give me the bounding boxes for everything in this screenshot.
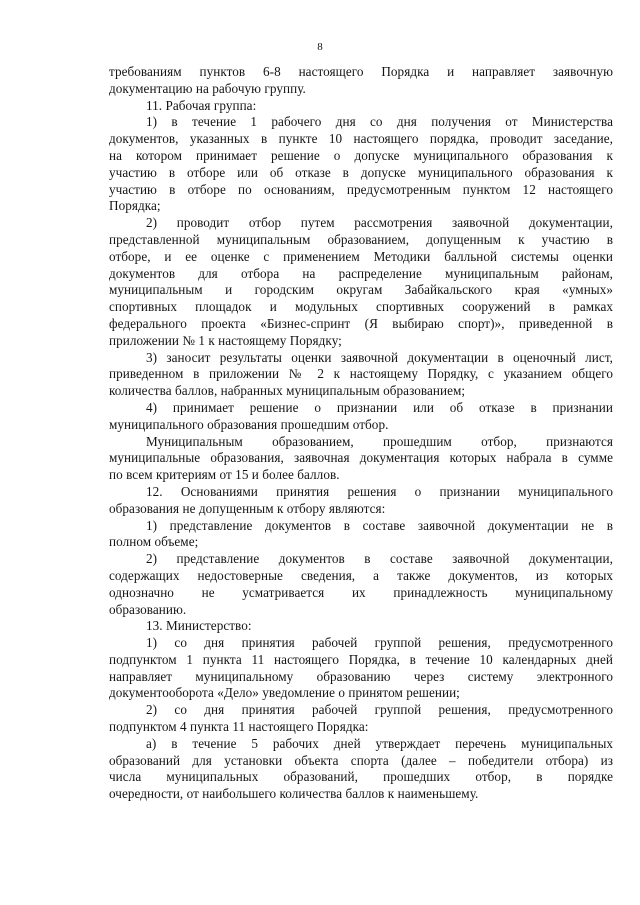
text-line: очередности, от наибольшего количества баллов к наименьшему. (109, 786, 479, 802)
text-line: федерального проекта «Бизнес-спринт (Я выбираю спорт)», приведенной в (109, 315, 613, 331)
text-line: 1) со дня принятия рабочей группой решения, предусмотренного (146, 635, 613, 651)
text-line: количества баллов, набранных муниципальным образованием; (109, 383, 466, 399)
text-line: отборе, и ее оценке с применением Методики балльной системы оценки (109, 248, 613, 264)
text-line: 12. Основаниями принятия решения о признании муниципального (146, 483, 613, 499)
page-number: 8 (317, 41, 323, 53)
text-line: спортивных площадок и модульных спортивных сооружений в рамках (109, 299, 613, 315)
text-line: 13. Министерство: (146, 618, 252, 634)
text-line: документов для отбора на распределение муниципальным районам, (109, 265, 613, 281)
text-line: образований для установки объекта спорта (далее – победители отбора) из (109, 752, 613, 768)
text-line: Муниципальным образованием, прошедшим отбор, признаются (146, 433, 613, 449)
text-line: документацию на рабочую группу. (109, 80, 306, 96)
text-line: 11. Рабочая группа: (146, 97, 257, 113)
text-line: на котором принимает решение о допуске муниципального образования к (109, 147, 613, 163)
text-line: муниципальным и городским округам Забайкальского края «умных» (109, 282, 613, 298)
text-line: 2) со дня принятия рабочей группой решения, предусмотренного (146, 702, 613, 718)
text-line: муниципальные образования, заявочная документация которых набрала в сумме (109, 450, 613, 466)
text-line: 1) представление документов в составе заявочной документации не в (146, 517, 613, 533)
text-line: образованию. (109, 601, 187, 617)
text-line: участию в отборе или об отказе в допуске муниципального образования к (109, 164, 613, 180)
text-line: приложении № 1 к настоящему Порядку; (109, 332, 342, 348)
text-line: а) в течение 5 рабочих дней утверждает перечень муниципальных (146, 735, 613, 751)
text-line: однозначно не усматривается их принадлежность муниципальному (109, 584, 613, 600)
text-line: приведенном в приложении № 2 к настоящему Порядку, с указанием общего (109, 366, 613, 382)
text-line: подпунктом 4 пункта 11 настоящего Порядка: (109, 719, 369, 735)
text-line: представленной муниципальным образованием, допущенным к участию в (109, 231, 613, 247)
text-line: участию в отборе по основаниям, предусмотренным пунктом 12 настоящего (109, 181, 613, 197)
document-body (109, 64, 613, 803)
text-line: 2) проводит отбор путем рассмотрения заявочной документации, (146, 215, 613, 231)
text-line: 4) принимает решение о признании или об отказе в признании (146, 399, 613, 415)
text-line: направляет муниципальному образованию через систему электронного (109, 668, 613, 684)
text-line: муниципального образования прошедшим отбор. (109, 416, 389, 432)
text-line: 2) представление документов в составе заявочной документации, (146, 551, 613, 567)
text-line: документооборота «Дело» уведомление о принятом решении; (109, 685, 460, 701)
text-line: содержащих недостоверные сведения, а также документов, из которых (109, 567, 613, 583)
text-line: подпунктом 1 пункта 11 настоящего Порядка, в течение 10 календарных дней (109, 651, 613, 667)
text-line: по всем критериям от 15 и более баллов. (109, 467, 340, 483)
text-line: образования не допущенным к отбору являются: (109, 500, 386, 516)
text-line: 1) в течение 1 рабочего дня со дня получения от Министерства (146, 114, 613, 130)
text-line: полном объеме; (109, 534, 199, 550)
text-line: требованиям пунктов 6-8 настоящего Порядка и направляет заявочную (109, 64, 613, 79)
text-line: документов, указанных в пункте 10 настоящего порядка, проводит заседание, (109, 131, 613, 147)
text-line: числа муниципальных образований, прошедших отбор, в порядке (109, 769, 613, 785)
text-line: Порядка; (109, 198, 161, 214)
text-line: 3) заносит результаты оценки заявочной документации в оценочный лист, (146, 349, 613, 365)
